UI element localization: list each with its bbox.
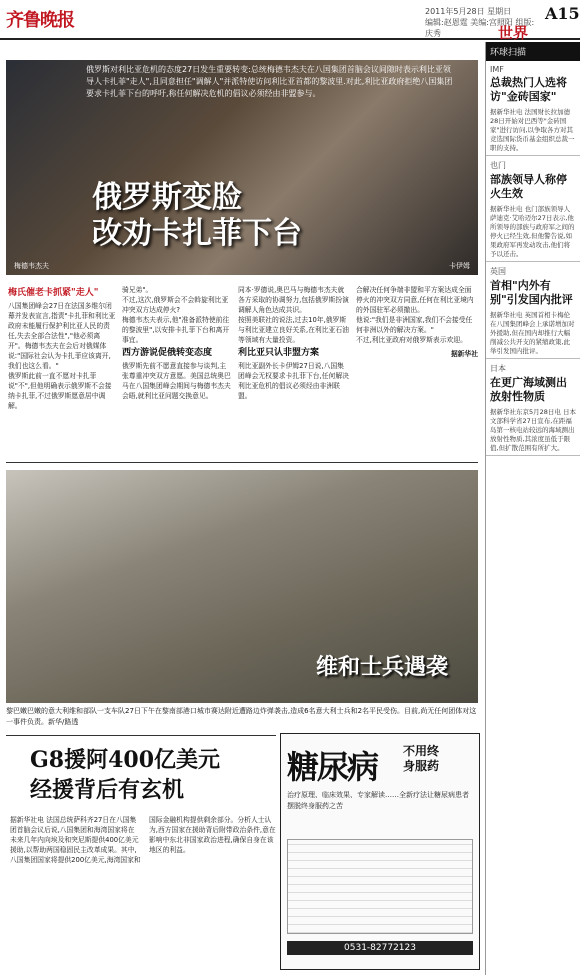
g8-headline-line-1: G8援阿400亿美元 — [30, 747, 221, 773]
divider — [6, 462, 478, 463]
main-headline — [92, 180, 302, 252]
article-text-2: 骑兄弟"。 不过,这次,俄罗斯会不会斡旋利比亚冲突双方达成停火? 梅德韦杰夫表示,他"准备派特使前往的黎波里",以安排卡扎菲下台和离开事宜。 — [122, 286, 230, 344]
article-byline: 据新华社 — [450, 350, 478, 358]
brief-body: 据新华社东京5月28日电 日本文部科学省27日宣布,在距福岛第一核电站较远的海域测出放射性物质,其浓度虽低于限值,但扩散范围有所扩大。 — [490, 408, 576, 452]
brief-yemen — [486, 156, 580, 262]
brief-title: 部族领导人称停火生效 — [490, 173, 567, 200]
peacekeepers-photo — [6, 470, 478, 703]
article-col-4 — [356, 285, 478, 450]
ad-tagline: 治疗原理、临床效果、专家解读……全新疗法让糖尿病患者摆脱终身服药之苦 — [287, 791, 469, 810]
brief-category: 日本 — [490, 364, 506, 373]
ad-subtitle — [403, 744, 439, 774]
article-text-1: 八国集团峰会27日在法国多维尔闭幕并发表宣言,指责"卡扎菲和利比亚政府未能履行保护利比亚人民的责任,失去全部合法性","他必须离开"。梅德韦杰夫在会后对俄媒体说:"国际社会认为卡扎菲应该离开,我们也这么看。" 俄罗斯此前一直不愿对卡扎菲说"不",但他明确表示俄罗斯不会接纳卡扎菲,不过俄罗斯愿意居中调解。 — [8, 302, 116, 410]
article-text-2b: 俄罗斯先前不愿意直接参与谈判,主张尊重冲突双方意愿。美国总统奥巴马在八国集团峰会期间与梅德韦杰夫会晤,就利比亚问题交换意见。 — [122, 362, 231, 400]
brief-body: 据新华社电 也门部族领导人萨迪克·艾哈迈尔27日表示,他所领导的部族与政府军之间的停火已经生效,但他警告说,如果政府军再发动攻击,他们将予以还击。 — [490, 205, 575, 258]
g8-headline-line-2: 经援背后有玄机 — [30, 777, 185, 803]
photo-caption: 黎巴嫩巴嫩的意大利维和部队一支车队27日下午在黎南部港口城市赛达附近遭路边炸弹袭击,造成6名意大利士兵和2名平民受伤。目前,尚无任何团体对这一事件负责。新华/路透 — [6, 707, 477, 726]
news-briefs-sidebar — [485, 42, 580, 975]
article-heading: 梅氏催老卡抓紧"走人" — [8, 288, 99, 298]
ad-subtitle-line-1: 不用终 — [403, 744, 440, 758]
brief-category: 也门 — [490, 161, 506, 170]
divider — [6, 735, 276, 736]
article-col-3 — [238, 285, 350, 450]
brief-body: 据新华社电 英国首相卡梅伦在八国集团峰会上承诺增加对外援助,但在国内却推行大幅削减公共开支的紧缩政策,此举引发国内批评。 — [490, 311, 575, 355]
advertisement — [280, 733, 480, 970]
headline-line-2: 改劝卡扎菲下台 — [92, 216, 302, 251]
brief-imf — [486, 61, 580, 156]
sidebar-heading: 环球扫描 — [486, 42, 580, 61]
page-number: A15 — [545, 4, 580, 23]
editor-credits: 编辑:赵恩霆 美编:宫照阳 组版:庆秀 — [425, 18, 535, 38]
ad-subtitle-line-2: 身服药 — [403, 759, 440, 773]
headline-line-1: 俄罗斯变脸 — [92, 180, 242, 215]
hero-photo — [6, 60, 478, 275]
brief-japan — [486, 359, 580, 456]
brief-category: IMF — [490, 65, 504, 74]
brief-body: 据新华社电 法国财长拉加德28日开始对巴西等"金砖国家"进行访问,以争取各方对其竞选国际货币基金组织总裁一职的支持。 — [490, 108, 575, 152]
article-col-2 — [122, 285, 232, 450]
page-header — [0, 0, 580, 40]
issue-date: 2011年5月28日 星期日 — [425, 7, 512, 16]
brief-title: 在更广海域测出放射性物质 — [490, 376, 567, 403]
photo-headline: 维和士兵遇袭 — [315, 654, 448, 680]
article-text-3b: 利比亚副外长卡伊姆27日说,八国集团峰会无权要求卡扎菲下台,任何解决利比亚危机的倡议必须经由非洲联盟。 — [238, 362, 349, 400]
newspaper-logo: 齐鲁晚报 — [6, 10, 74, 31]
ad-phone: 0531-82772123 — [287, 941, 473, 955]
g8-article-body: 据新华社电 法国总统萨科齐27日在八国集团首脑会议后说,八国集团和海湾国家将在未来几年内向埃及和突尼斯提供400亿美元援助,以帮助两国稳固民主改革成果。其中,八国集团国家将提供200亿美元,海湾国家和国际金融机构提供剩余部分。分析人士认为,西方国家在援助背后附带政治条件,意在影响中东北非国家政治进程,确保自身在该地区的利益。 — [10, 816, 276, 864]
g8-headline — [30, 745, 220, 805]
brief-category: 英国 — [490, 267, 506, 276]
brief-uk — [486, 262, 580, 359]
section-label: 世界 — [498, 24, 529, 42]
photo-caption-left: 梅德韦杰夫 — [14, 262, 49, 270]
article-subhead-1: 西方游说促俄转变态度 — [122, 348, 213, 358]
ad-text-block — [287, 839, 473, 934]
article-subhead-2: 利比亚只认非盟方案 — [238, 348, 320, 358]
brief-title: 总裁热门人选将访"金砖国家" — [490, 76, 567, 103]
lead-paragraph: 俄罗斯对利比亚危机的态度27日发生重要转变:总统梅德韦杰夫在八国集团首脑会议间隙时表示利比亚领导人卡扎菲"走人",且同意担任"调解人"并派特使访问利比亚首都的黎波里.对此,利比亚政府拒绝八国集团要求卡扎菲下台的呼吁,称任何解决危机的倡议必须经由非盟参与。 — [86, 65, 453, 98]
brief-title: 首相"内外有别"引发国内批评 — [490, 279, 573, 306]
article-text-4: 合解决任何争端非盟和平方案达成全面停火的冲突双方同意,任何在利比亚境内的外国驻军必须撤出。 他说:"我们是非洲国家,我们不会接受任何非洲以外的解决方案。" 不过,利比亚政府对俄罗斯表示欢迎。 — [356, 286, 474, 344]
ad-title: 糖尿病 — [287, 748, 378, 786]
article-col-1 — [8, 285, 116, 450]
article-text-3: 同本·罗德说,奥巴马与梅德韦杰夫就各方采取的协调努力,包括俄罗斯扮演调解人角色达成共识。 按照美联社的说法,过去10年,俄罗斯与利比亚建立良好关系,在利比亚石油等领域有大量投资。 — [238, 286, 349, 344]
photo-caption-right: 卡伊姆 — [449, 262, 470, 270]
